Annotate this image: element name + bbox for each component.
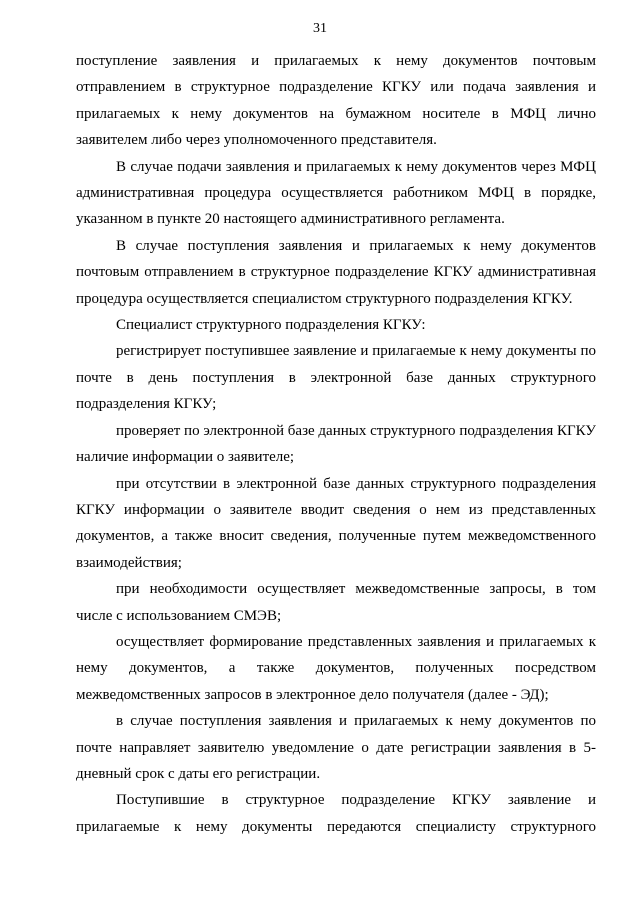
paragraph-continued: поступление заявления и прилагаемых к нему документов почтовым отправлением в структурное подразделение КГКУ или подача заявления и прилагаемых к нему документов на бумажном носителе в МФЦ лично заявителем либо через уполномоченного представителя.	[76, 53, 596, 149]
paragraph-interagency-requests: при необходимости осуществляет межведомственные запросы, в том числе с использованием СМЭВ;	[76, 581, 596, 624]
paragraph-mfc-submission: В случае подачи заявления и прилагаемых к нему документов через МФЦ административная процедура осуществляется работником МФЦ в порядке, указанном в пункте 20 настоящего административного регламента.	[76, 158, 596, 228]
paragraph-postal-submission: В случае поступления заявления и прилагаемых к нему документов почтовым отправлением в структурное подразделение КГКУ административная процедура осуществляется специалистом структурного подразделения КГКУ.	[76, 237, 596, 307]
paragraph-registers: регистрирует поступившее заявление и прилагаемые к нему документы по почте в день поступления в электронной базе данных структурного подразделения КГКУ;	[76, 343, 596, 413]
paragraph-checks: проверяет по электронной базе данных структурного подразделения КГКУ наличие информации о заявителе;	[76, 422, 596, 466]
page-body	[76, 48, 596, 840]
paragraph-notification: в случае поступления заявления и прилагаемых к нему документов по почте направляет заявителю уведомление о дате регистрации заявления в 5-дневный срок с даты его регистрации.	[76, 713, 596, 782]
page-number: 31	[313, 21, 327, 36]
paragraph-transfer: Поступившие в структурное подразделение КГКУ заявление и прилагаемые к нему документы передаются специалисту структурного	[76, 792, 596, 835]
paragraph-specialist-heading: Специалист структурного подразделения КГКУ:	[116, 317, 426, 334]
paragraph-enters-data: при отсутствии в электронной базе данных структурного подразделения КГКУ информации о заявителе вводит сведения о нем из представленных документов, а также вносит сведения, полученные путем межведомственного взаимодействия;	[76, 475, 596, 571]
paragraph-forms-ed: осуществляет формирование представленных заявления и прилагаемых к нему документов, а также документов, полученных посредством межведомственных запросов в электронное дело получателя (далее - ЭД);	[76, 633, 596, 703]
